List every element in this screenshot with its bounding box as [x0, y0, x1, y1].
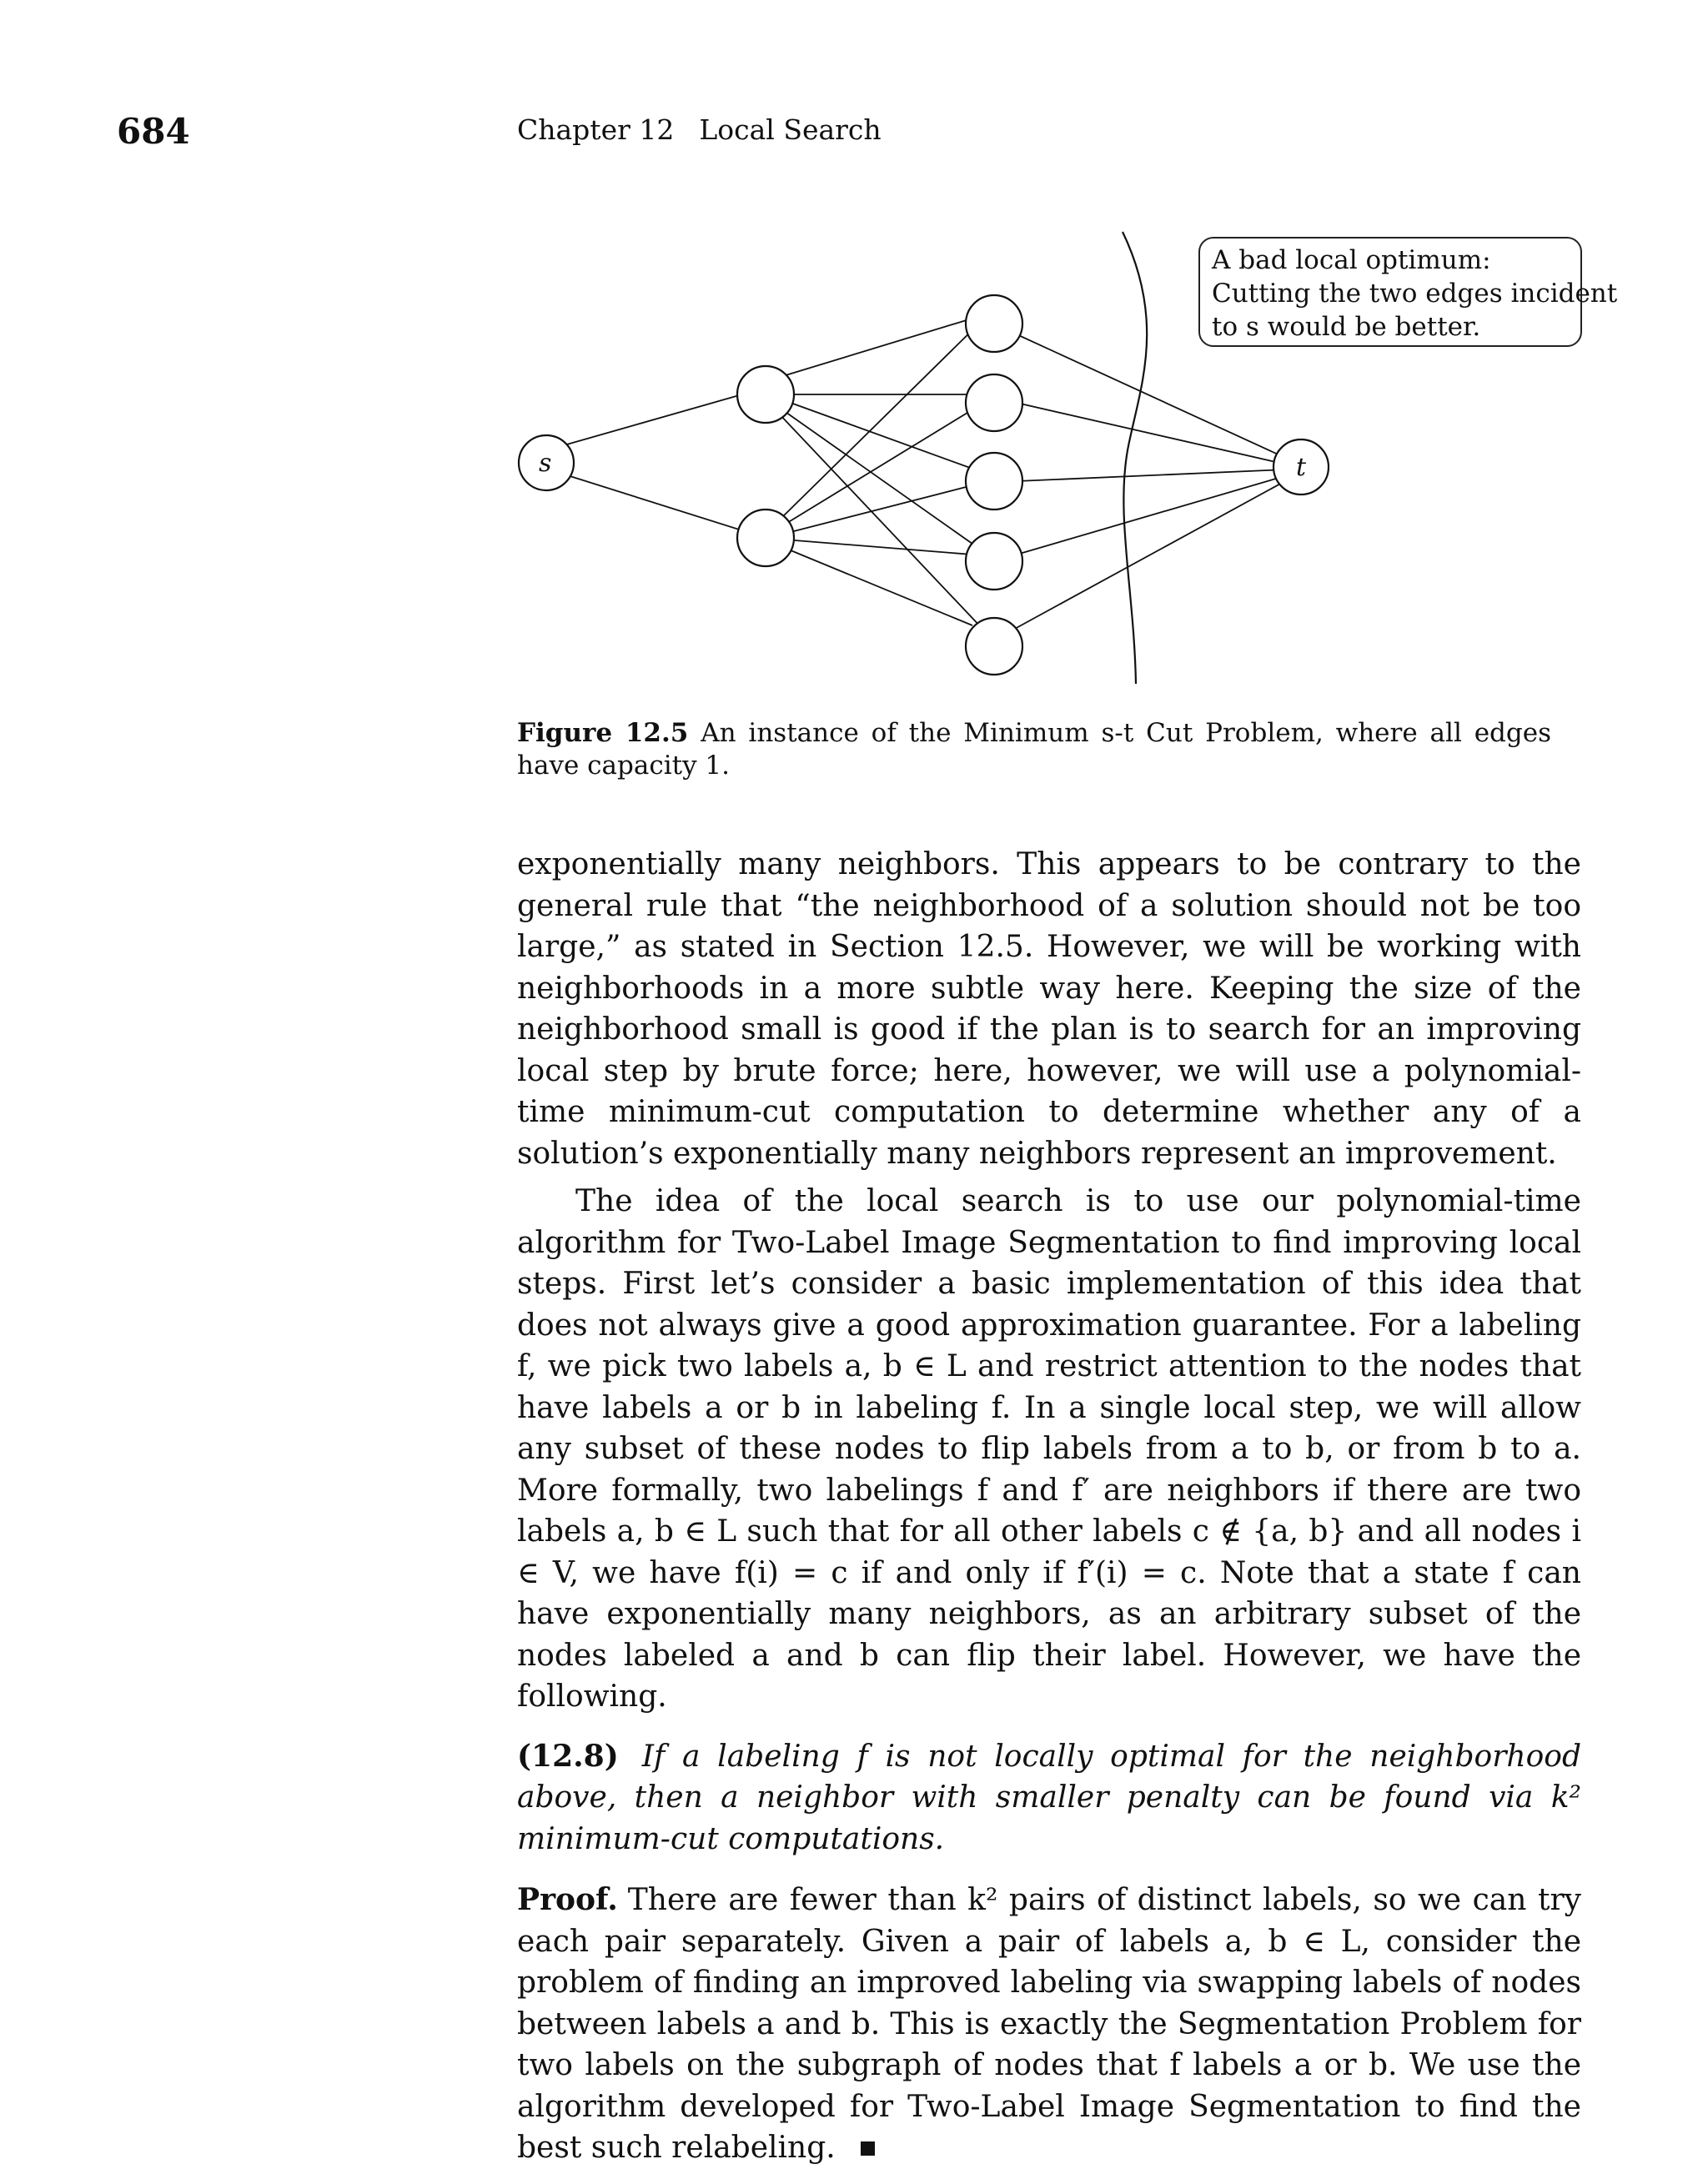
node-b1 [966, 295, 1022, 352]
cut-curve [1123, 232, 1147, 684]
figure-caption [517, 717, 1551, 782]
edge-a2-b2 [783, 406, 978, 525]
claim-number: (12.8) [517, 1738, 619, 1774]
edge-b3-t [1017, 469, 1287, 481]
edge-a1-b5 [778, 413, 983, 630]
caption-label: Figure 12.5 [517, 718, 689, 748]
chapter-title: Local Search [699, 113, 882, 146]
edges [546, 319, 1293, 630]
callout-line: A bad local optimum: [1212, 245, 1491, 275]
node-a1 [737, 366, 794, 423]
nodes [519, 295, 1329, 675]
claim-12-8 [517, 1736, 1581, 1860]
node-b3 [966, 453, 1022, 510]
edge-a1-b1 [786, 319, 969, 375]
callout-box [1198, 237, 1618, 347]
node-b4 [966, 533, 1022, 590]
proof-text: There are fewer than k² pairs of distinct labels, so we can try each pair separately. Given a pair of labels a, b ∈ L, consider the problem of finding an improved labeling via swapping labels of nodes between labels a and b. This is exactly the Segmentation Problem for two labels on the subgraph of nodes that f labels a or b. We use the algorithm developed for Two-Label Image Segmentation to find the best such relabeling. [517, 1883, 1581, 2165]
edge-b1-t [1015, 334, 1293, 461]
proof-label: Proof. [517, 1882, 618, 1917]
node-b5 [966, 618, 1022, 675]
sink-label: t [1296, 453, 1307, 482]
edge-a2-b4 [795, 540, 972, 555]
edge-s-a2 [546, 469, 766, 538]
body-text [517, 844, 1581, 2169]
edge-b4-t [1017, 474, 1290, 555]
edge-s-a1 [546, 388, 766, 450]
paragraph: exponentially many neighbors. This appears to be contrary to the general rule that “the neighborhood of a solution should not be too large,” as stated in Section 12.5. However, we will be working with neighborhoods in a more subtle way here. Keeping the size of the neighborhood small is good if the plan is to search for an improving local step by brute force; here, however, we will use a polynomial-time minimum-cut computation to determine whether any of a solution’s exponentially many neighbors represent an improvement. [517, 847, 1581, 1171]
node-a2 [737, 510, 794, 566]
node-b2 [966, 374, 1022, 431]
source-label: s [539, 449, 552, 478]
paragraph: The idea of the local search is to use our polynomial-time algorithm for Two-Label Image Segmentation to find improving local steps. First let’s consider a basic implementation of this idea that does not always give a good approximation guarantee. For a labeling f, we pick two labels a, b ∈ L and restrict attention to the nodes that have labels a or b in labeling f. In a single local step, we will allow any subset of these nodes to flip labels from a to b, or from b to a. More formally, two labelings f and f′ are neighbors if there are two labels a, b ∈ L such that for all other labels c ∉ {a, b} and all nodes i ∈ V, we have f(i) = c if and only if f′(i) = c. Note that a state f can have exponentially many neighbors, as an arbitrary subset of the nodes labeled a and b can flip their label. However, we have the following. [517, 1184, 1581, 1714]
caption-text: An instance of the Minimum s-t Cut Problem, where all edges have capacity 1. [517, 718, 1551, 781]
edge-a2-b5 [791, 550, 972, 625]
edge-b5-t [1013, 477, 1293, 630]
running-head [517, 113, 882, 146]
qed-icon [861, 2141, 875, 2156]
claim-text: If a labeling f is not locally optimal for the neighborhood above, then a neighbor with smaller penalty can be found via k² minimum-cut computations. [517, 1739, 1581, 1856]
chapter-number: Chapter 12 [517, 113, 675, 146]
callout-line: Cutting the two edges incident [1212, 279, 1618, 309]
edge-b2-t [1017, 403, 1290, 465]
callout-line: to s would be better. [1212, 312, 1481, 342]
proof [517, 1880, 1581, 2169]
edge-a1-b4 [783, 410, 978, 548]
page-number: 684 [117, 111, 190, 152]
